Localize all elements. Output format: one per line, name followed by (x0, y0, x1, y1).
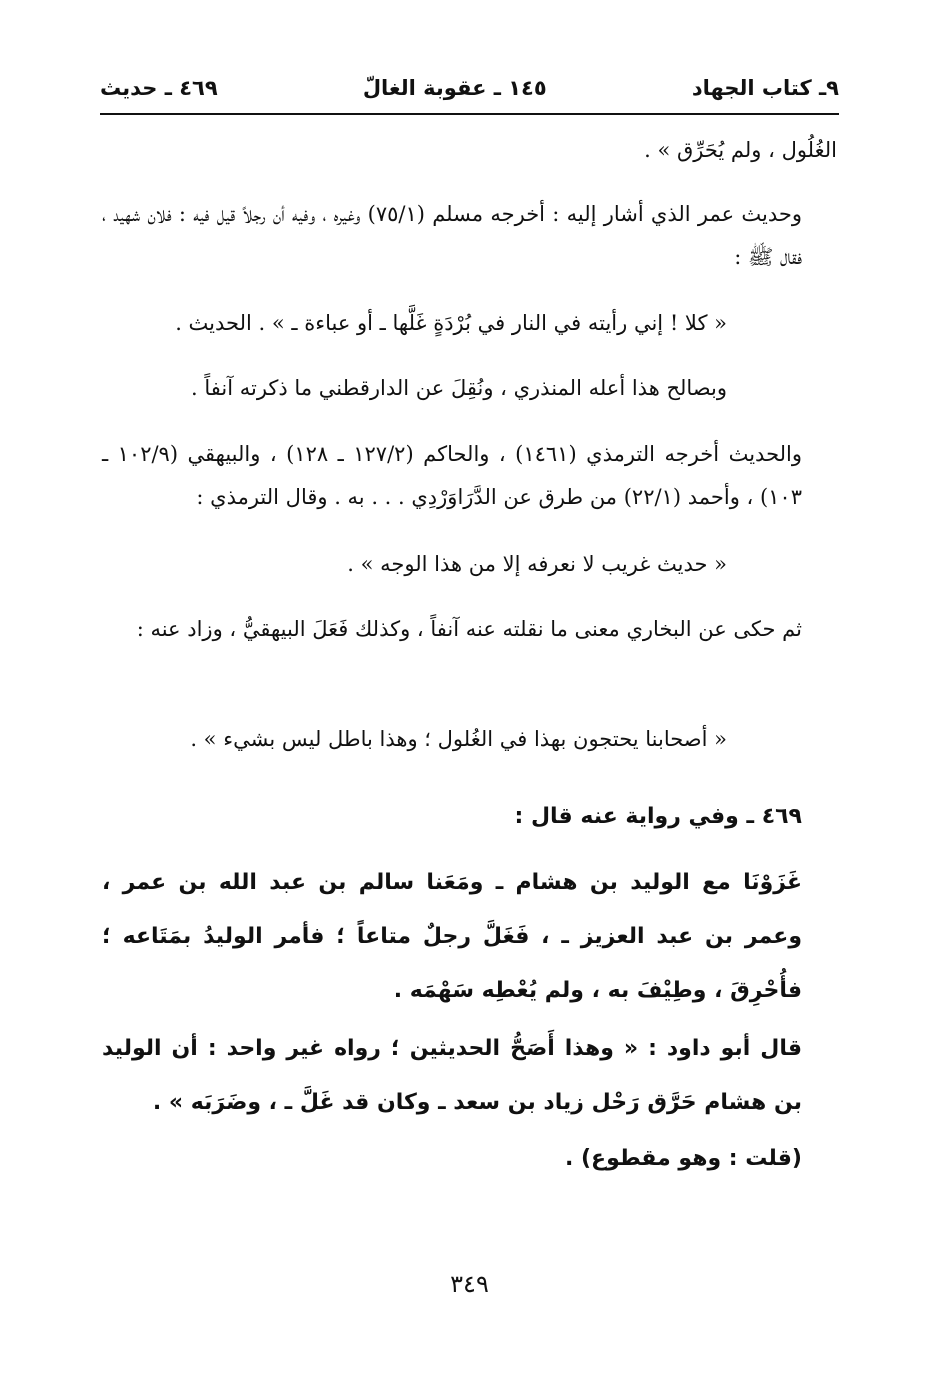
quote-tirmidhi: « حديث غريب لا نعرفه إلا من هذا الوجه » . (347, 552, 727, 576)
paragraph-omar-hadith: وحديث عمر الذي أشار إليه : أخرجه مسلم (٧٥/١) وغيره ، وفيه أن رجلاً قيل فيه : فلان شهيد ، فقال ﷺ : (102, 202, 802, 269)
quote-kalla: « كلا ! إني رأيته في النار في بُرْدَةٍ غَلَّها ـ أو عباءة ـ » . الحديث . (175, 311, 727, 335)
header-rule (100, 113, 839, 115)
header-hadith: ٤٦٩ ـ حديث (100, 76, 218, 100)
running-header (100, 68, 839, 108)
paragraph-mundhiri: وبصالح هذا أعله المنذري ، ونُقِلَ عن الدارقطني ما ذكرته آنفاً . (190, 376, 727, 400)
header-section: ١٤٥ ـ عقوبة الغالّ (362, 76, 547, 100)
page-number: ٣٤٩ (450, 1270, 489, 1298)
header-chapter: ٩ـ كتاب الجهاد (691, 76, 839, 100)
paragraph-bukhari: ثم حكى عن البخاري معنى ما نقلته عنه آنفاً ، وكذلك فَعَلَ البيهقيُّ ، وزاد عنه : (136, 617, 802, 641)
paragraph-takhrij: والحديث أخرجه الترمذي (١٤٦١) ، والحاكم (١٢٧/٢ ـ ١٢٨) ، والبيهقي (١٠٢/٩ ـ ١٠٣) ، وأحمد (٢٢/١) من طرق عن الدَّرَاوَرْدِي . . . به . وقال الترمذي : (102, 442, 803, 509)
quote-bayhaqi: « أصحابنا يحتجون بهذا في الغُلول ؛ وهذا باطل ليس بشيء » . (190, 727, 727, 751)
hadith-text: غَزَوْنَا مع الوليد بن هشام ـ ومَعَنا سالم بن عبد الله بن عمر ، وعمر بن عبد العزيز ـ ، فَغَلَّ رجلٌ متاعاً ؛ فأمر الوليدُ بمَتَاعه ؛ فأُحْرِقَ ، وطِيْفَ به ، ولم يُعْطِه سَهْمَه . (102, 870, 802, 1003)
paragraph-continuation: الغُلُول ، ولم يُحَرِّق » . (644, 138, 837, 162)
abu-dawud-note: قال أبو داود : « وهذا أَصَحُّ الحديثين ؛ رواه غير واحد : أن الوليد بن هشام حَرَّق رَحْل زياد بن سعد ـ وكان قد غَلَّ ـ ، وضَرَبَه » . (102, 1036, 802, 1115)
author-remark: (قلت : وهو مقطوع) . (564, 1146, 802, 1171)
hadith-heading: ٤٦٩ ـ وفي رواية عنه قال : (514, 804, 802, 829)
